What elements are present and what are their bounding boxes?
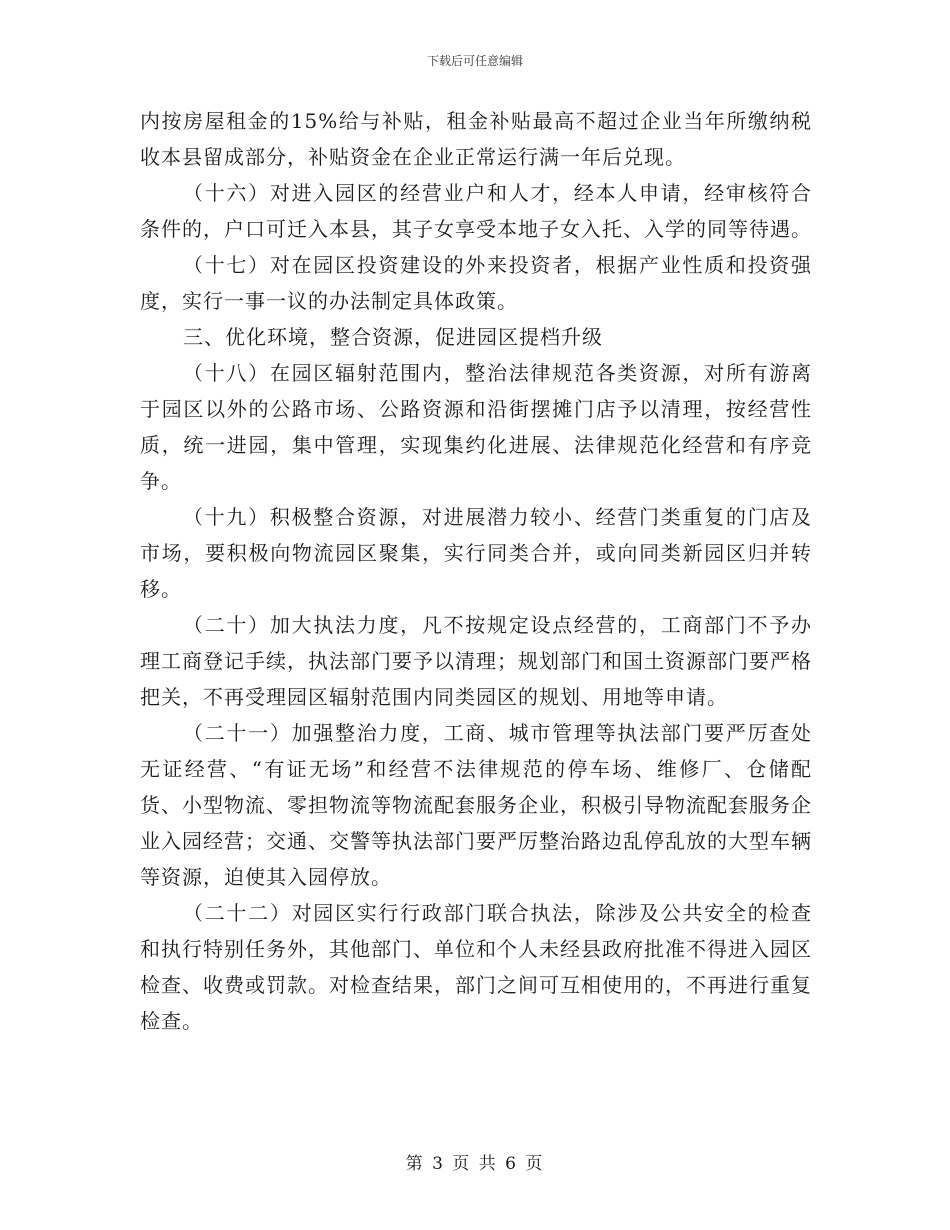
section-heading-3: 三、优化环境，整合资源，促进园区提档升级 [183, 325, 603, 349]
document-body [140, 103, 812, 1039]
paragraph-20: （二十）加大执法力度，凡不按规定设点经营的，工商部门不予办理工商登记手续，执法部门要予以清理；规划部门和国土资源部门要严格把关，不再受理园区辐射范围内同类园区的规划、用地等申请。 [140, 613, 812, 709]
page-header-note: 下载后可任意编辑 [426, 54, 523, 68]
paragraph-22: （二十二）对园区实行行政部门联合执法，除涉及公共安全的检查和执行特别任务外，其他部门、单位和个人未经县政府批准不得进入园区检查、收费或罚款。对检查结果，部门之间可互相使用的，不再进行重复检查。 [140, 901, 812, 1033]
paragraph-16: （十六）对进入园区的经营业户和人才，经本人申请，经审核符合条件的，户口可迁入本县，其子女享受本地子女入托、入学的同等待遇。 [140, 181, 812, 241]
paragraph-rent-subsidy-continued: 内按房屋租金的15%给与补贴，租金补贴最高不超过企业当年所缴纳税收本县留成部分，补贴资金在企业正常运行满一年后兑现。 [140, 109, 812, 169]
paragraph-18: （十八）在园区辐射范围内，整治法律规范各类资源，对所有游离于园区以外的公路市场、公路资源和沿街摆摊门店予以清理，按经营性质，统一进园，集中管理，实现集约化进展、法律规范化经营和有序竞争。 [140, 361, 812, 493]
paragraph-21: （二十一）加强整治力度，工商、城市管理等执法部门要严厉查处无证经营、“有证无场”和经营不法律规范的停车场、维修厂、仓储配货、小型物流、零担物流等物流配套服务企业，积极引导物流配套服务企业入园经营；交通、交警等执法部门要严厉整治路边乱停乱放的大型车辆等资源，迫使其入园停放。 [140, 721, 812, 889]
paragraph-19: （十九）积极整合资源，对进展潜力较小、经营门类重复的门店及市场，要积极向物流园区聚集，实行同类合并，或向同类新园区归并转移。 [140, 505, 812, 601]
paragraph-17: （十七）对在园区投资建设的外来投资者，根据产业性质和投资强度，实行一事一议的办法制定具体政策。 [140, 253, 812, 313]
page-number: 第 3 页 共 6 页 [405, 1154, 545, 1174]
